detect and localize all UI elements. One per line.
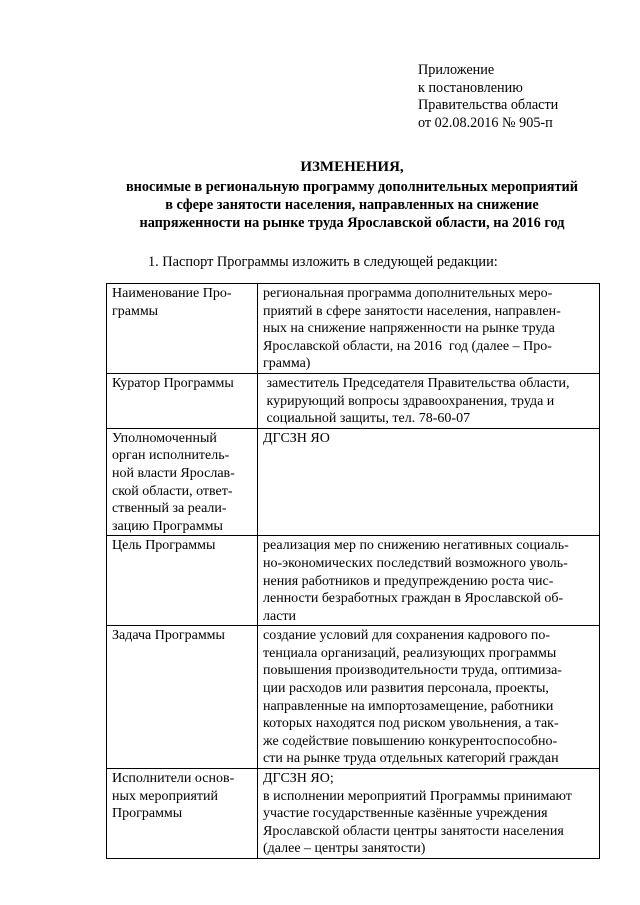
value-line: Ярославской области, на 2016 год (далее – Про- [263,338,552,354]
title-line: в сфере занятости населения, направленных на снижение [165,197,539,213]
label-line: зацию Программы [112,518,223,534]
label-line: ной власти Ярослав- [112,465,235,481]
document-title [92,158,612,232]
passport-row-value [258,769,600,859]
label-line: Исполнители основ- [112,771,235,787]
passport-row-label [107,626,258,769]
passport-row-value [258,626,600,769]
passport-row-label [107,428,258,536]
passport-row-value [258,373,600,428]
value-line: сти на рынке труда отдельных категорий граждан [263,751,559,767]
value-line: же содействие повышению конкурентоспособно- [263,733,558,749]
passport-row [107,428,600,536]
value-line: создание условий для сохранения кадрового по- [263,628,551,644]
title-heading: ИЗМЕНЕНИЯ, [300,159,404,175]
passport-row-label [107,373,258,428]
label-line: ных мероприятий [112,788,218,804]
value-line: которых находятся под риском увольнения, а так- [263,716,559,732]
annex-line: Приложение [418,62,495,78]
passport-table-body [107,284,600,859]
label-line: Цель Программы [112,538,216,554]
passport-row [107,373,600,428]
annex-line: Правительства области [418,97,559,113]
value-line: ции расходов или развития персонала, проекты, [263,681,549,697]
passport-row-value [258,284,600,374]
value-line: реализация мер по снижению негативных социаль- [263,538,569,554]
label-line: Куратор Программы [112,375,234,391]
annex-header [418,62,558,132]
value-line: ных на снижение напряженности на рынке труда [263,321,555,337]
annex-line: от 02.08.2016 № 905-п [418,114,553,131]
title-line: напряженности на рынке труда Ярославской области, на 2016 год [139,215,565,231]
item-1-text: 1. Паспорт Программы изложить в следующей редакции: [148,254,498,270]
program-passport-table [106,283,600,859]
value-line: ДГСЗН ЯО; [263,771,334,787]
passport-row-label [107,284,258,374]
value-line: (далее – центры занятости) [263,841,426,857]
value-line: заместитель Председателя Правительства области, [263,375,570,391]
value-line: нения работников и предупреждению роста чис- [263,573,554,589]
passport-row [107,284,600,374]
value-line: грамма) [263,356,311,372]
value-line: ласти [263,608,297,624]
value-line: ДГСЗН ЯО [263,430,330,446]
title-line: вносимые в региональную программу дополнительных мероприятий [125,179,579,195]
label-line: ственный за реали- [112,501,227,517]
value-line: повышения производительности труда, оптимиза- [263,663,562,679]
value-line: но-экономических последствий возможного уволь- [263,555,568,571]
label-line: ской области, ответ- [112,483,233,499]
label-line: орган исполнитель- [112,448,230,464]
passport-row-value [258,428,600,536]
value-line: направленные на импортозамещение, работники [263,698,554,714]
label-line: Задача Программы [112,628,225,644]
value-line: участие государственные казённые учреждения [263,806,548,822]
label-line: граммы [112,303,159,319]
passport-row [107,626,600,769]
value-line: тенциала организаций, реализующих программы [263,645,557,661]
value-line: приятий в сфере занятости населения, направлен- [263,303,561,319]
value-line: ленности безработных граждан в Ярославской об- [263,591,564,607]
label-line: Наименование Про- [112,286,232,301]
passport-row [107,536,600,626]
value-line: в исполнении мероприятий Программы принимают [263,788,572,804]
passport-row-value [258,536,600,626]
annex-line: к постановлению [418,79,523,96]
value-line: Ярославской области центры занятости населения [263,823,564,839]
passport-row-label [107,536,258,626]
passport-row [107,769,600,859]
label-line: Программы [112,806,183,822]
passport-row-label [107,769,258,859]
value-line: региональная программа дополнительных меро- [263,286,553,301]
label-line: Уполномоченный [112,430,217,446]
value-line: курирующий вопросы здравоохранения, труда и [263,393,555,409]
value-line: социальной защиты, тел. 78-60-07 [263,411,471,427]
